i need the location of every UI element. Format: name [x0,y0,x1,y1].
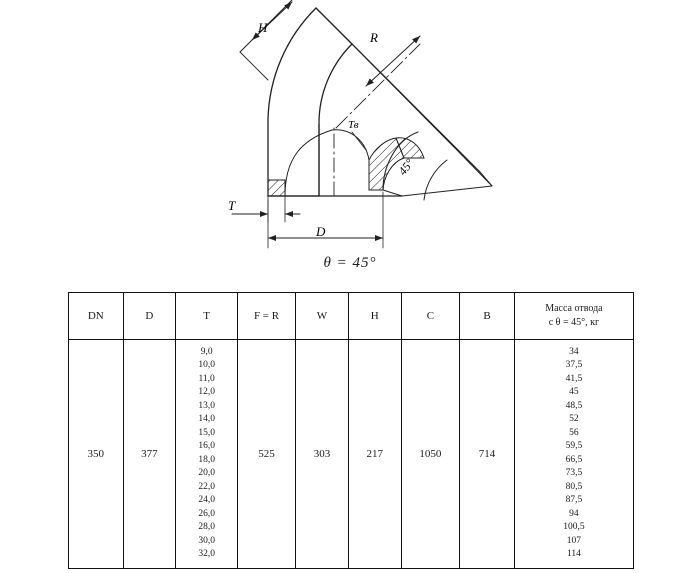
cell-mass-values [515,340,633,568]
cell-mass-value: 41,5 [565,373,583,384]
table-header [69,293,634,340]
cell-mass-value: 48,5 [565,400,583,411]
theta-caption: θ = 45° [323,255,377,271]
cell-mass-value: 100,5 [563,522,585,533]
table-header-row [69,293,634,340]
cell-t-value: 12,0 [198,387,215,398]
cell-dn: 350 [69,340,124,569]
header-dn: DN [69,293,124,340]
cell-mass [514,340,633,569]
table-row [69,340,634,569]
header-t: T [176,293,238,340]
header-mass [514,293,633,340]
cell-mass-value: 107 [566,535,582,546]
cell-b: 714 [460,340,515,569]
cell-t-value: 16,0 [198,441,215,452]
cell-t-value: 9,0 [200,347,213,357]
cell-t-value: 32,0 [198,549,215,560]
cell-t-value: 15,0 [198,427,215,438]
cell-f-r: 525 [237,340,295,569]
cell-t-value: 14,0 [198,414,215,425]
cell-mass-value: 37,5 [565,360,583,371]
cell-d: 377 [123,340,176,569]
cell-t [176,340,238,569]
cell-mass-value: 52 [569,414,579,425]
cell-t-value: 30,0 [198,535,215,546]
cell-t-value: 13,0 [198,400,215,411]
cell-w: 303 [296,340,349,569]
cell-mass-value: 114 [566,549,581,560]
cell-t-value: 18,0 [198,454,215,465]
cell-t-value: 20,0 [198,468,215,479]
cell-h: 217 [348,340,401,569]
cell-c: 1050 [401,340,460,569]
label-angle: 45° [395,155,417,178]
cell-mass-value: 87,5 [565,495,583,506]
cell-t-values [176,340,237,568]
cell-t-value: 28,0 [198,522,215,533]
cell-mass-value: 73,5 [565,468,583,479]
cell-t-value: 11,0 [198,373,215,384]
header-h: H [348,293,401,340]
header-w: W [296,293,349,340]
label-d: D [316,224,326,239]
cell-mass-value: 66,5 [565,454,583,465]
cell-mass-value: 94 [569,508,579,519]
cell-mass-value: 34 [569,347,579,357]
cell-t-value: 10,0 [198,360,215,371]
cell-t-value: 22,0 [198,481,215,492]
label-t: T [228,198,236,213]
label-h: H [258,20,268,35]
label-r: R [370,30,378,45]
dimensions-table [68,292,634,569]
cell-mass-value: 80,5 [565,481,583,492]
cell-t-value: 24,0 [198,495,215,506]
header-b: B [460,293,515,340]
header-mass-line1: Масса отвода [545,302,603,314]
cell-mass-value: 59,5 [565,441,583,452]
cell-t-value: 26,0 [198,508,215,519]
header-d: D [123,293,176,340]
header-mass-line2: с θ = 45°, кг [548,317,600,328]
table-body [69,340,634,569]
header-f-r: F = R [237,293,295,340]
label-tv: Тв [348,119,359,131]
header-c: C [401,293,460,340]
cell-mass-value: 45 [569,387,579,398]
cell-mass-value: 56 [569,427,579,438]
